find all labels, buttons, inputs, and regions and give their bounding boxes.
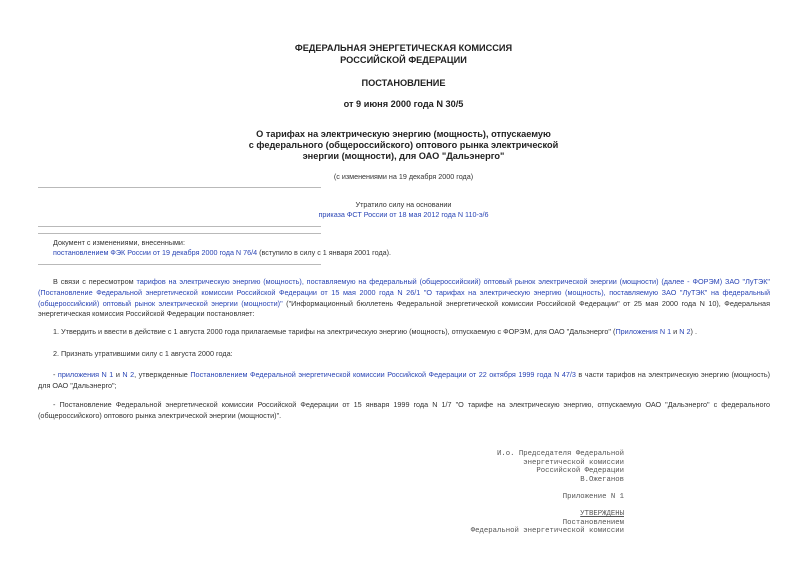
- appendix-label: Приложение N 1: [562, 493, 624, 501]
- paragraph-1-text: 1. Утвердить и ввести в действие с 1 августа 2000 года прилагаемые тарифы на электрическую энергию (мощность), отпускаемую с ФОРЭМ, для ОАО "Дальэнерго" (: [53, 327, 616, 336]
- paragraph-1: [38, 327, 770, 338]
- amendments-suffix: (вступило в силу с 1 января 2001 года).: [257, 248, 392, 257]
- divider: [38, 264, 321, 265]
- intro-paragraph: [38, 277, 770, 320]
- paragraph-3: [38, 370, 770, 392]
- paragraph-1-end: ) .: [690, 327, 697, 336]
- document-date: от 9 июня 2000 года N 30/5: [343, 99, 464, 109]
- lost-force-link[interactable]: приказа ФСТ России от 18 мая 2012 года N 110-э/6: [318, 210, 489, 219]
- signature-name: В.Ожеганов: [580, 475, 624, 484]
- commission-name-line1: ФЕДЕРАЛЬНАЯ ЭНЕРГЕТИЧЕСКАЯ КОМИССИЯ: [294, 43, 513, 53]
- paragraph-3-mid: , утвержденные: [134, 370, 191, 379]
- appendix-1-link[interactable]: Приложения N 1: [615, 327, 672, 336]
- dash: -: [53, 370, 58, 379]
- paragraph-2: 2. Признать утратившими силу с 1 августа 2000 года:: [53, 349, 233, 358]
- divider: [38, 226, 321, 227]
- document-title-line3: энергии (мощности), для ОАО "Дальэнерго": [302, 151, 505, 161]
- appendix-2-link[interactable]: N 2: [679, 327, 691, 336]
- amendments-label: Документ с изменениями, внесенными:: [53, 238, 185, 247]
- old-appendix-2-link[interactable]: N 2: [122, 370, 135, 379]
- approved-label: УТВЕРЖДЕНЫ: [580, 510, 624, 518]
- old-appendix-1-link[interactable]: приложения N 1: [57, 370, 114, 379]
- paragraph-4: - Постановление Федеральной энергетической комиссии Российской Федерации от 15 января 1999 года N 1/7 "О тарифе на электрическую энергию, отпускаемую ОАО "Дальэнерго" с федерального (общероссийского) оптового рынка электрической энергии (мощности)".: [38, 400, 770, 420]
- amendments-link[interactable]: постановлением ФЭК России от 19 декабря 2000 года N 76/4: [53, 248, 258, 257]
- divider: [38, 187, 321, 188]
- signature-line-3: Российской Федерации: [536, 467, 624, 476]
- document-type: ПОСТАНОВЛЕНИЕ: [361, 78, 446, 88]
- intro-link[interactable]: тарифов на электрическую энергию (мощность), поставляемую на федеральный (общероссийский) оптовый рынок электрической энергии (мощности) (далее - ФОРЭМ) ЗАО "ЛуТЭК" (Постановление Федеральной энергетической комиссии Российской Федерации от 15 мая 2000 года N 26/1 "О тарифах на электрическую энергию (мощность), поставляемую ЗАО "ЛуТЭК" на федеральный (общероссийский) оптовый рынок электрической энергии (мощности)": [38, 277, 770, 308]
- divider: [38, 233, 321, 234]
- conjunction: и: [113, 370, 123, 379]
- paragraph-3-end: в части тарифов на электрическую энергию (мощность) для ОАО "Дальэнерго";: [38, 370, 771, 390]
- document-title-line1: О тарифах на электрическую энергию (мощность), отпускаемую: [256, 129, 551, 139]
- commission-name-line2: РОССИЙСКОЙ ФЕДЕРАЦИИ: [340, 55, 467, 65]
- signature-line-2: энергетической комиссии: [523, 458, 624, 467]
- resolution-47-3-link[interactable]: Постановлением Федеральной энергетической комиссии Российской Федерации от 22 октября 1999 года N 47/3: [190, 370, 576, 379]
- document-title-line2: с федерального (общероссийского) оптового рынка электрической: [248, 140, 559, 150]
- intro-text-end: ("Информационный бюллетень Федеральной энергетической комиссии Российской Федерации" от 25 мая 2000 года N 10), Федеральная энергетическая комиссия Российской Федерации постановляет:: [38, 298, 770, 319]
- amendments-line: [53, 248, 391, 258]
- approved-line-2: Постановлением: [562, 518, 624, 527]
- signature-line-1: И.о. Председателя Федеральной: [497, 450, 624, 458]
- conjunction: и: [671, 327, 680, 336]
- lost-force-text: Утратило силу на основании: [355, 200, 452, 209]
- changes-note: (с изменениями на 19 декабря 2000 года): [333, 172, 474, 181]
- approved-line-3: Федеральной энергетической комиссии: [470, 527, 624, 536]
- intro-text-start: В связи с пересмотром: [53, 277, 137, 286]
